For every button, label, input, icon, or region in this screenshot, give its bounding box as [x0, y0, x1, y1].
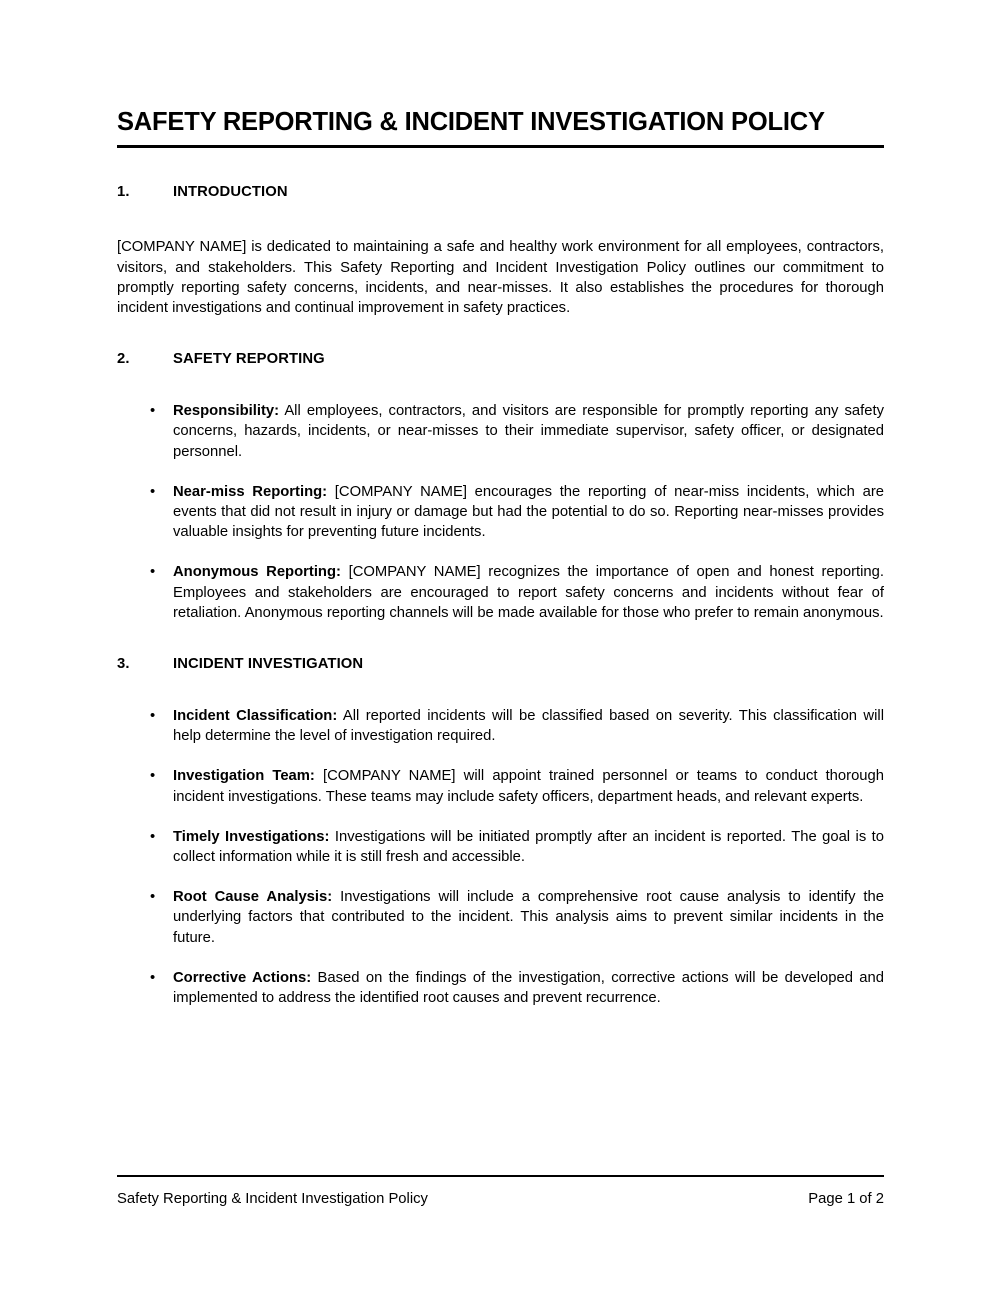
section-title: INTRODUCTION: [173, 184, 288, 201]
page-footer: [117, 1175, 884, 1208]
list-item-text: Investigations will include a comprehensive root cause analysis to identify the underlying factors that contributed to the incident. This analysis aims to prevent similar incidents in the future.: [173, 889, 884, 946]
page-title: SAFETY REPORTING & INCIDENT INVESTIGATION POLICY: [117, 108, 825, 136]
list-item: [117, 887, 884, 948]
list-item-lead: Near-miss Reporting:: [173, 483, 328, 500]
section-heading-safety-reporting: [117, 351, 884, 367]
incident-investigation-list: [117, 706, 884, 1008]
bullet-icon: •: [150, 828, 156, 845]
footer-divider: [117, 1175, 884, 1177]
list-item-lead: Root Cause Analysis:: [173, 889, 333, 906]
list-item-lead: Responsibility:: [173, 403, 280, 420]
document-body: [117, 0, 884, 1008]
footer-document-name: Safety Reporting & Incident Investigation Policy: [117, 1191, 428, 1207]
safety-reporting-list: [117, 401, 884, 623]
list-item-lead: Corrective Actions:: [173, 969, 312, 986]
list-item-text: [COMPANY NAME] encourages the reporting of near-miss incidents, which are events that did not result in injury or damage but had the potential to do so. Reporting near-misses provides valuable insights for preventing future incidents.: [173, 483, 884, 541]
section-heading-introduction: [117, 184, 884, 200]
list-item-text: Based on the findings of the investigation, corrective actions will be developed and implemented to address the identified root causes and prevent recurrence.: [173, 969, 884, 1006]
section-heading-incident-investigation: [117, 656, 884, 672]
bullet-icon: •: [150, 889, 156, 906]
list-item-lead: Anonymous Reporting:: [173, 564, 341, 581]
bullet-icon: •: [150, 768, 156, 785]
section-number: 2.: [117, 351, 130, 368]
section-number: 3.: [117, 655, 130, 672]
list-item-text: [COMPANY NAME] will appoint trained personnel or teams to conduct thorough incident investigations. These teams may include safety officers, department heads, and relevant experts.: [173, 768, 884, 805]
list-item: [117, 706, 884, 746]
section-number: 1.: [117, 184, 130, 201]
list-item-text: [COMPANY NAME] recognizes the importance of open and honest reporting. Employees and stakeholders are encouraged to report safety concerns and incidents without fear of retaliation. Anonymous reporting channels will be made available for those who prefer to remain anonymous.: [173, 564, 884, 621]
list-item-text: All employees, contractors, and visitors are responsible for promptly reporting any safety concerns, hazards, incidents, or near-misses to their immediate supervisor, safety officer, or designated personnel.: [173, 403, 884, 460]
section-title: SAFETY REPORTING: [173, 351, 325, 368]
bullet-icon: •: [150, 403, 156, 420]
list-item-lead: Investigation Team:: [173, 768, 315, 785]
list-item-lead: Incident Classification:: [173, 707, 338, 724]
list-item-text: Investigations will be initiated promptly after an incident is reported. The goal is to collect information while it is still fresh and accessible.: [173, 828, 884, 865]
list-item-text: All reported incidents will be classified based on severity. This classification will help determine the level of investigation required.: [173, 707, 884, 745]
bullet-icon: •: [150, 483, 156, 500]
list-item: [117, 766, 884, 806]
list-item: [117, 401, 884, 462]
bullet-icon: •: [150, 969, 156, 986]
list-item-lead: Timely Investigations:: [173, 828, 330, 845]
list-item: [117, 482, 884, 543]
list-item: [117, 827, 884, 867]
footer-page-number: Page 1 of 2: [808, 1191, 884, 1207]
list-item: [117, 562, 884, 623]
introduction-paragraph: [COMPANY NAME] is dedicated to maintaining a safe and healthy work environment for all employees, contractors, visitors, and stakeholders. This Safety Reporting and Incident Investigation Policy outlines our commitment to promptly reporting safety concerns, incidents, and near-misses. It also establishes the procedures for thorough incident investigations and continual improvement in safety practices.: [117, 239, 884, 316]
bullet-icon: •: [150, 564, 156, 581]
bullet-icon: •: [150, 707, 156, 724]
list-item: [117, 968, 884, 1008]
section-title: INCIDENT INVESTIGATION: [173, 655, 364, 672]
